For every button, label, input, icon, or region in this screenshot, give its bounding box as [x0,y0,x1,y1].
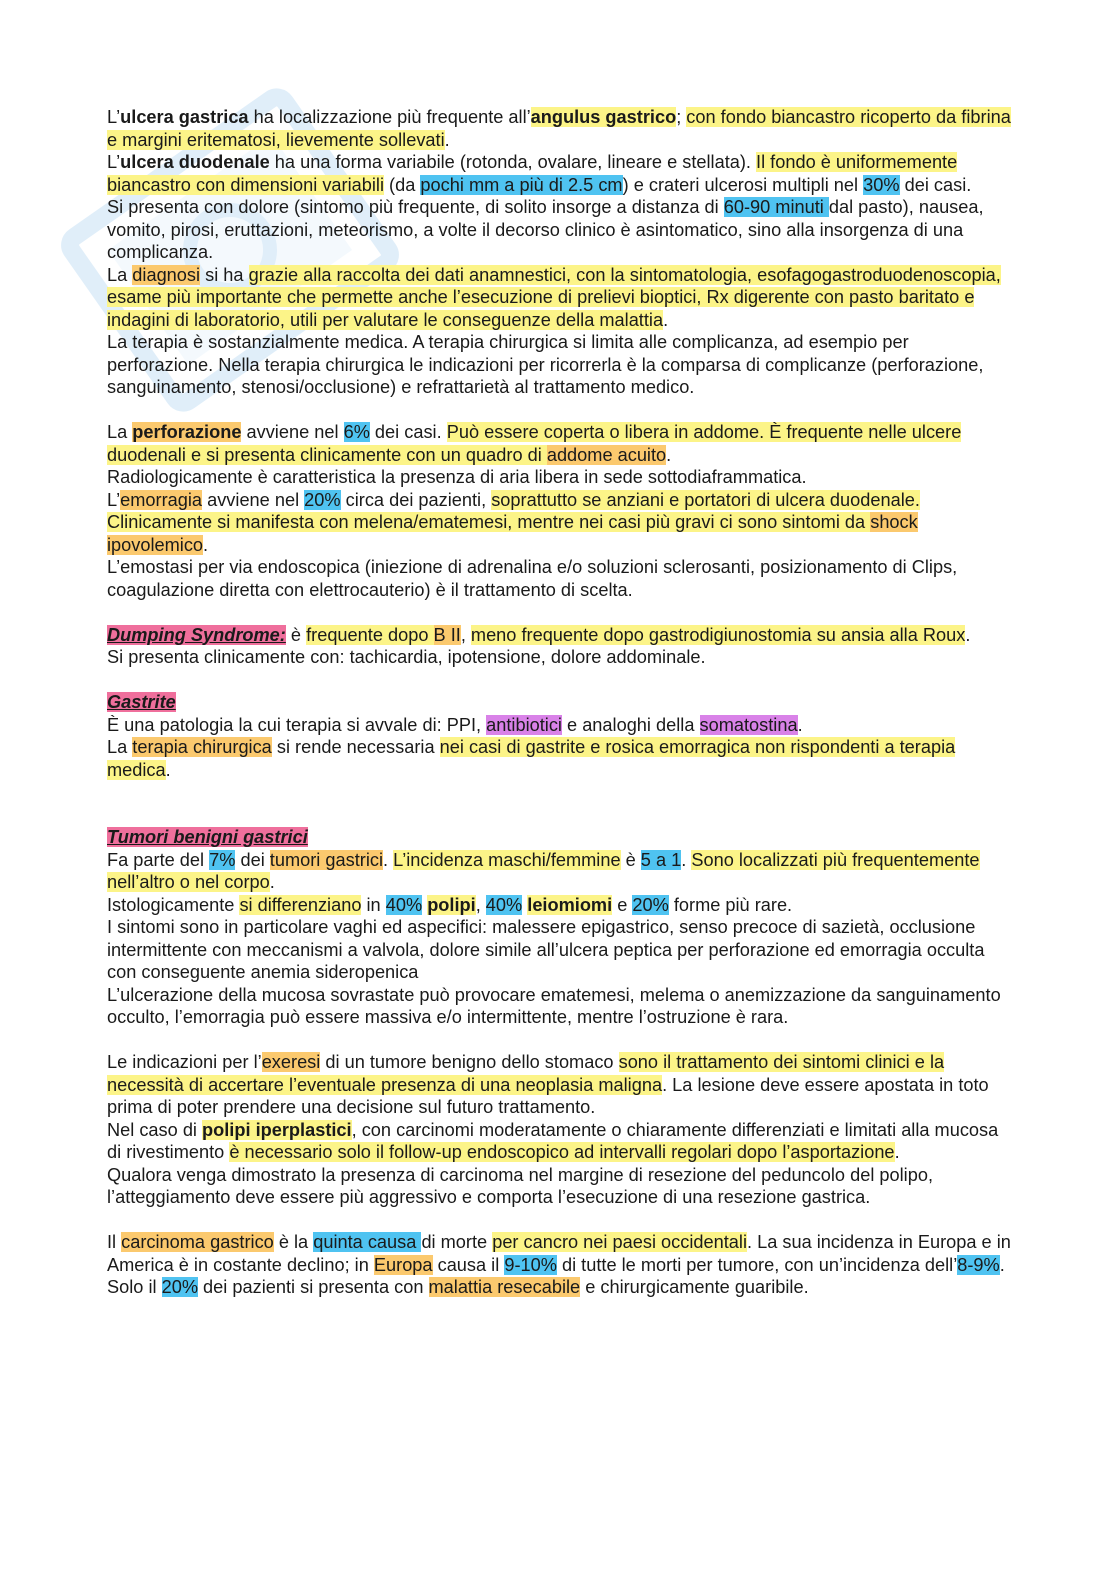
paragraph-ulcera-gastrica [107,106,1012,151]
p23-segment: carcinoma gastrico [121,1232,274,1252]
paragraph-emorragia [107,489,1012,557]
p11-segment: Si presenta clinicamente con: tachicardia, ipotensione, dolore addominale. [107,647,706,667]
p6-segment: perforazione [132,422,242,442]
p21-segment: Nel caso di [107,1119,203,1140]
paragraph-emostasi [107,556,1012,601]
paragraph-tumori-incidenza [107,849,1012,894]
p1-segment: angulus gastrico [530,107,677,127]
p23-segment: . [999,1254,1005,1275]
heading-gastrite [107,691,1012,714]
paragraph-tumori-sintomi [107,916,1012,984]
p1-segment: . [444,129,450,150]
p20-segment: Le indicazioni per l’ [107,1052,262,1072]
paragraph-resecabile [107,1276,1012,1299]
p24-segment: dei pazienti si presenta con [198,1277,429,1297]
paragraph-terapia [107,331,1012,399]
paragraph-tumori-istologia [107,894,1012,917]
p1-segment: ha localizzazione più frequente all’ [248,107,531,127]
p17-segment: , [475,894,486,915]
p23-segment: 9-10% [504,1254,557,1275]
paragraph-ulcera-duodenale [107,151,1012,196]
p2-segment: (da [384,174,421,195]
p2-segment: 30% [863,174,900,195]
p21-segment: . [894,1142,900,1162]
p10-segment: meno frequente dopo gastrodigiunostomia su ansia alla Roux [470,624,966,645]
paragraph-gastrite-terapia [107,714,1012,737]
p16-segment: dei [235,849,270,870]
p23-segment: Il [107,1232,122,1252]
p20-segment: sono il trattamento dei sintomi clinici e la necessità di accertare l’eventuale presenza di una neoplasia maligna [107,1052,945,1095]
p4-segment: si ha [200,264,249,285]
p14-segment: terapia chirurgica [132,737,272,757]
p23-segment: per cancro nei paesi occidentali [492,1232,747,1252]
paragraph-dumping-syndrome [107,624,1012,647]
p23-segment: è la [273,1232,314,1252]
p16-segment: 5 a 1 [640,849,682,870]
p1-segment: ; [676,107,687,127]
p23-segment: Europa [373,1254,433,1275]
p6-segment: La [107,422,133,442]
p8-segment: circa dei pazienti, [340,489,492,510]
p21-segment: polipi iperplastici [202,1119,352,1140]
paragraph-radiologia [107,466,1012,489]
p1-segment: ulcera gastrica [120,107,249,127]
p14-segment: si rende necessaria [271,737,440,757]
p2-segment: ) e crateri ulcerosi multipli nel [622,174,864,195]
p6-segment: Può essere coperta o libera in addome. È frequente nelle ulcere duodenali e si presenta clinicamente con un quadro di [107,422,962,465]
p23-segment: . La sua incidenza in Europa e in America è in costante declino; in [107,1232,1011,1275]
p20-segment: di un tumore benigno dello stomaco [320,1052,619,1072]
paragraph-sintomi [107,196,1012,264]
p20-segment: . La lesione deve essere apostata in toto prima di poter prendere una decisione sul futuro trattamento. [107,1074,989,1117]
p21-segment: è necessario solo il follow-up endoscopico ad intervalli regolari dopo l’asportazione [229,1142,895,1162]
p10-segment: B II [433,624,461,645]
p2-segment: Il fondo è uniformemente biancastro con dimensioni variabili [107,152,958,195]
p23-segment: 8-9% [957,1254,1000,1275]
paragraph-perforazione [107,421,1012,466]
p4-segment: La [107,264,133,285]
p2-segment: ha una forma variabile (rotonda, ovalare, lineare e stellata). [269,152,757,172]
p5-segment: La terapia è sostanzialmente medica. A terapia chirurgica si limita alle complicanza, ad esempio per perforazione. Nella terapia chirurgica le indicazioni per ricorrerla è la comparsa di complicanze (perforazione, sanguinamento, stenosi/occlusione) e refrattarietà al trattamento medico. [107,332,984,397]
p12-segment: Gastrite [107,692,176,712]
p6-segment: avviene nel [241,422,344,442]
p16-segment: . [383,849,394,870]
p14-segment: . [165,759,171,780]
p16-segment: è [620,849,641,870]
p24-segment: Solo il [107,1277,162,1297]
p23-segment: quinta causa [313,1232,422,1252]
p1-segment: con fondo biancastro ricoperto da fibrina e margini eritematosi, lievemente sollevati [107,107,1011,150]
paragraph-exeresi [107,1051,1012,1119]
p2-segment: ulcera duodenale [120,152,270,172]
p16-segment: Fa parte del [107,849,210,870]
p2-segment: pochi mm a più di 2.5 cm [420,174,623,195]
p17-segment: Istologicamente [107,894,240,915]
p14-segment: nei casi di gastrite e rosica emorragica non rispondenti a terapia medica [107,737,956,780]
p17-segment: si differenziano [239,894,362,915]
p3-segment: Si presenta con dolore (sintomo più frequente, di solito insorge a distanza di [107,197,724,217]
p14-segment: La [107,737,133,757]
p17-segment: 40% [385,894,423,915]
paragraph-dumping-sintomi [107,646,1012,669]
paragraph-tumori-ulcerazione [107,984,1012,1029]
p16-segment: Sono localizzati più frequentemente nell’altro o nel corpo [107,849,980,892]
p21-segment: , con carcinomi moderatamente o chiaramente differenziati e limitati alla mucosa di rivestimento [107,1119,999,1162]
p6-segment: . [666,444,672,465]
p16-segment: 7% [209,849,236,870]
p6-segment: 6% [343,422,370,442]
p24-segment: 20% [161,1277,198,1297]
p16-segment: L’incidenza maschi/femmine [393,849,621,870]
p6-segment: dei casi. [369,422,447,442]
p17-segment: 20% [632,894,669,915]
p8-segment: emorragia [120,489,203,510]
p17-segment: leiomiomi [527,894,613,915]
p16-segment: . [681,849,692,870]
p8-segment: soprattutto se anziani e portatori di ulcera duodenale. Clinicamente si manifesta con melena/ematemesi, mentre nei casi più gravi ci sono sintomi da [107,489,920,532]
p23-segment: di tutte le morti per tumore, con un’incidenza dell’ [556,1254,958,1275]
p17-segment: e [612,894,633,915]
p8-segment: 20% [304,489,341,510]
document-body [107,106,1012,1299]
p10-segment: è [285,624,307,645]
p23-segment: di morte [421,1232,493,1252]
p7-segment: Radiologicamente è caratteristica la presenza di aria libera in sede sottodiaframmatica. [107,467,807,487]
p4-segment: . [663,309,669,330]
p23-segment: causa il [432,1254,505,1275]
p17-segment: polipi [427,894,476,915]
p20-segment: exeresi [261,1052,321,1072]
p10-segment: . [965,624,971,645]
p3-segment: dal pasto), nausea, vomito, pirosi, eruttazioni, meteorismo, a volte il decorso clinico è asintomatico, sino alla insorgenza di una complicanza. [107,197,984,262]
p17-segment: forme più rare. [668,894,793,915]
p10-segment: Dumping Syndrome: [107,624,286,645]
paragraph-diagnosi [107,264,1012,332]
paragraph-gastrite-chirurgia [107,736,1012,781]
p8-segment: avviene nel [202,489,305,510]
p13-segment: e analoghi della [561,714,700,735]
p8-segment: shock ipovolemico [107,512,918,555]
p4-segment: diagnosi [132,264,201,285]
p13-segment: . [797,714,803,735]
p24-segment: malattia resecabile [428,1277,581,1297]
p6-segment: addome acuito [546,444,667,465]
p1-segment: L’ [107,107,121,127]
heading-tumori-benigni [107,826,1012,849]
p8-segment: L’ [107,489,121,510]
p9-segment: L’emostasi per via endoscopica (iniezione di adrenalina e/o soluzioni sclerosanti, posizionamento di Clips, coagulazione diretta con elettrocauterio) è il trattamento di scelta. [107,557,958,600]
p17-segment: in [361,894,386,915]
p15-segment: Tumori benigni gastrici [107,827,308,847]
p24-segment: e chirurgicamente guaribile. [580,1277,809,1297]
p16-segment: . [269,872,275,892]
p13-segment: somatostina [699,714,798,735]
p13-segment: antibiotici [486,714,562,735]
p18-segment: I sintomi sono in particolare vaghi ed aspecifici: malessere epigastrico, senso precoce di sazietà, occlusione intermittente con meccanismi a valvola, dolore simile all’ulcera peptica per perforazione ed emorragia occulta con conseguente anemia sideropenica [107,917,985,982]
p10-segment: , [460,624,471,645]
p10-segment: frequente dopo [306,624,434,645]
paragraph-carcinoma-gastrico [107,1231,1012,1276]
p8-segment: . [203,534,209,555]
p3-segment: 60-90 minuti [723,197,829,217]
p16-segment: tumori gastrici [269,849,383,870]
paragraph-polipi-iperplastici [107,1119,1012,1164]
paragraph-resezione [107,1164,1012,1209]
p4-segment: grazie alla raccolta dei dati anamnestici, con la sintomatologia, esofagogastroduodenoscopia, esame più importante che permette anche l’esecuzione di prelievi bioptici, Rx digerente con pasto baritato e indagini di laboratorio, utili per valutare le conseguenze della malattia [107,264,1001,330]
p2-segment: L’ [107,152,121,172]
p19-segment: L’ulcerazione della mucosa sovrastate può provocare ematemesi, melema o anemizzazione da sanguinamento occulto, l’emorragia può essere massiva e/o intermittente, mentre l’ostruzione è rara. [107,984,1001,1027]
p22-segment: Qualora venga dimostrato la presenza di carcinoma nel margine di resezione del peduncolo del polipo, l’atteggiamento deve essere più aggressivo e comporta l’esecuzione di una resezione gastrica. [107,1164,934,1207]
p17-segment: 40% [485,894,523,915]
p2-segment: dei casi. [899,174,972,195]
p13-segment: È una patologia la cui terapia si avvale di: PPI, [107,714,487,735]
